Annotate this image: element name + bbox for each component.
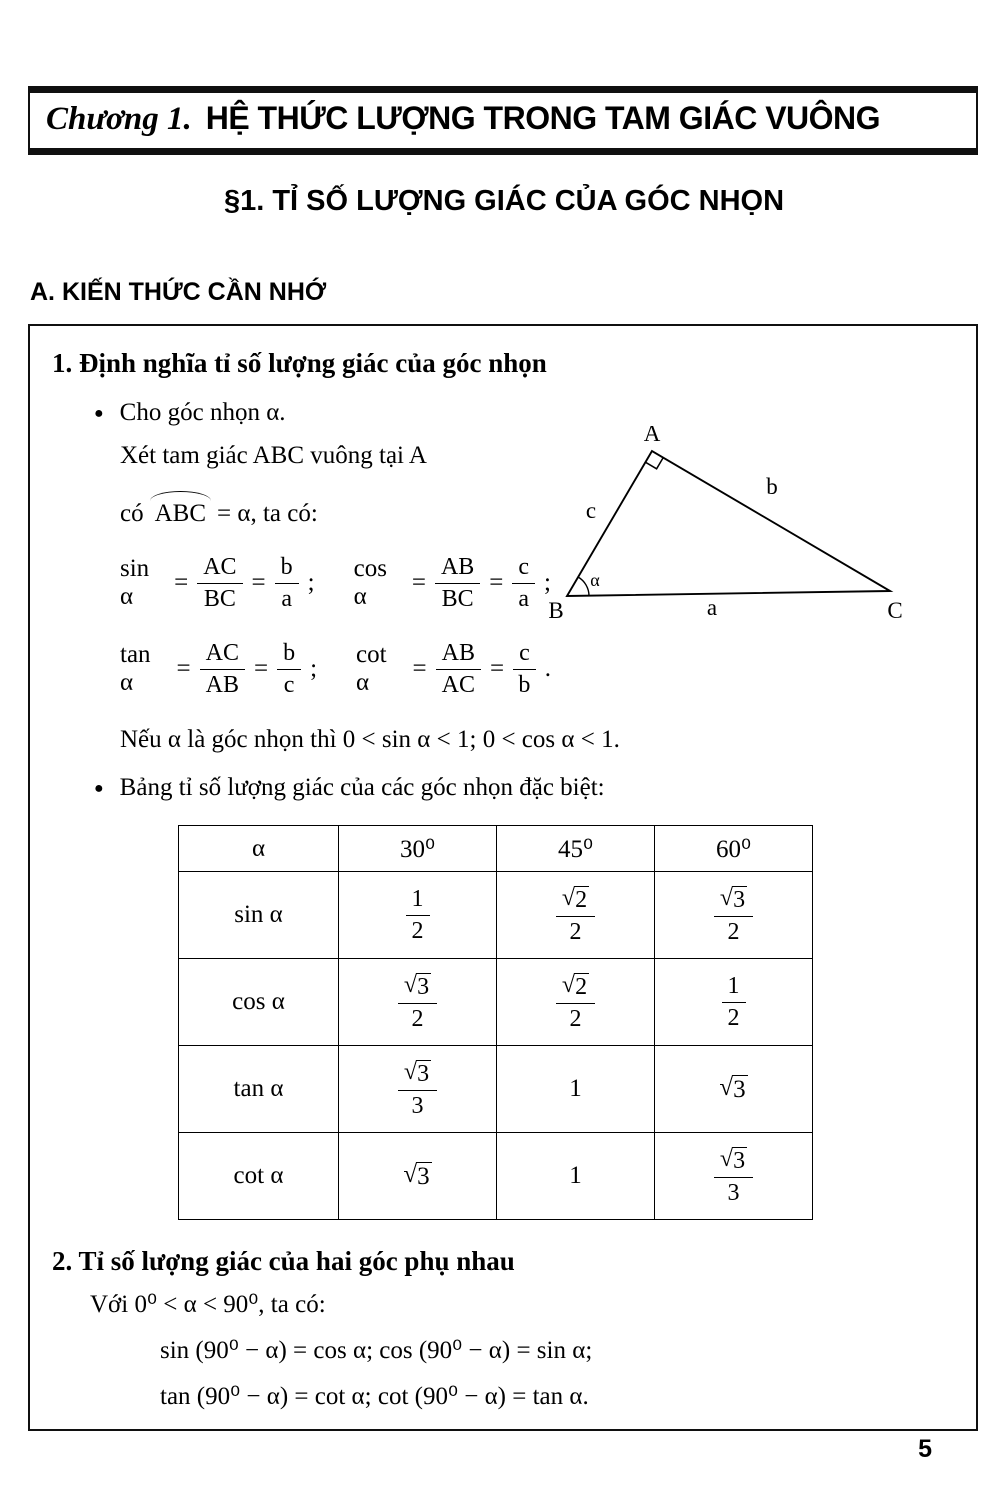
sqrt-expression: √ 3 <box>719 884 746 913</box>
radical-icon: √ <box>561 971 576 998</box>
table-row-label: cot α <box>179 1133 339 1220</box>
fraction: √ 3 3 <box>714 1146 753 1207</box>
fraction: $\frac{c}{b}$ <box>513 640 536 699</box>
table-cell <box>339 872 497 959</box>
table-header-cell: 30⁰ <box>339 826 497 872</box>
angle-arc <box>578 577 589 596</box>
fraction: $\frac{AB}{BC}$ <box>435 554 480 613</box>
special-angles-table <box>178 825 813 1220</box>
fraction: $\frac{AB}{AC}$ <box>436 640 481 699</box>
sqrt-expression: √ 2 <box>561 884 588 913</box>
side-a-label: a <box>706 595 718 620</box>
fraction: $\frac{c}{a}$ <box>512 554 535 613</box>
table-row-label: sin α <box>179 872 339 959</box>
chapter-title: HỆ THỨC LƯỢNG TRONG TAM GIÁC VUÔNG <box>205 100 881 136</box>
table-cell <box>339 959 497 1046</box>
formula-line-tan-cot <box>120 638 590 700</box>
table-row-label: tan α <box>179 1046 339 1133</box>
radical-icon: √ <box>403 1058 418 1085</box>
radical-icon: √ <box>403 1160 418 1188</box>
item1-heading: 1. Định nghĩa tỉ số lượng giác của góc nhọn <box>52 348 547 378</box>
table-header-cell: 60⁰ <box>655 826 813 872</box>
radical-icon: √ <box>719 1145 734 1172</box>
part-a-heading: A. KIẾN THỨC CẦN NHỚ <box>30 278 327 306</box>
table-row <box>179 959 813 1046</box>
page-number: 5 <box>918 1435 932 1463</box>
table-row <box>179 1133 813 1220</box>
radical-icon: √ <box>403 971 418 998</box>
table-cell: 1 <box>497 1046 655 1133</box>
table-cell <box>339 1133 497 1220</box>
definition-text-column <box>120 442 590 700</box>
table-cell <box>339 1046 497 1133</box>
angle-post: = α, ta có: <box>217 500 318 527</box>
radical-icon: √ <box>719 884 734 911</box>
triangle-outline <box>567 451 890 596</box>
side-b-label: b <box>766 474 778 499</box>
vertex-a-label: A <box>643 426 661 446</box>
definition-block <box>120 426 962 700</box>
bullet1-text: Cho góc nhọn α. <box>119 399 286 426</box>
sqrt-expression: √ 3 <box>403 1058 430 1087</box>
formula-line-sin-cos <box>120 552 590 614</box>
bullet-line-1 <box>94 399 962 428</box>
angle-alpha-label: α <box>590 570 600 590</box>
cofunction-line-1: sin (90⁰ − α) = cos α; cos (90⁰ − α) = sin α; <box>160 1337 593 1364</box>
fraction: $\frac{b}{c}$ <box>277 640 301 699</box>
table-header-cell: α <box>179 826 339 872</box>
triangle-diagram <box>542 426 914 632</box>
fraction: $\frac{AC}{BC}$ <box>197 554 242 613</box>
fraction: √ 3 2 <box>398 972 437 1033</box>
bullet2-text: Bảng tỉ số lượng giác của các góc nhọn đặc biệt: <box>119 774 605 801</box>
knowledge-box <box>28 324 978 1431</box>
fraction: √ 2 2 <box>556 972 595 1033</box>
fraction: $\frac{1}{2}$ <box>406 886 430 945</box>
table-cell <box>655 1046 813 1133</box>
chapter-header <box>28 86 978 155</box>
section-title: §1. TỈ SỐ LƯỢNG GIÁC CỦA GÓC NHỌN <box>223 185 785 217</box>
angle-pre: có <box>120 500 144 527</box>
sqrt-expression: √ 3 <box>403 1160 430 1190</box>
trig-ratio-formula: cos α = $\frac{AB}{BC}$ = $\frac{c}{a}$ ; <box>353 553 551 612</box>
table-header-row <box>179 826 813 872</box>
trig-ratio-formula: tan α = $\frac{AC}{AB}$ = $\frac{b}{c}$ ; <box>120 639 318 698</box>
table-cell <box>655 959 813 1046</box>
fraction: √ 2 2 <box>556 885 595 946</box>
sqrt-expression: √ 3 <box>403 971 430 1000</box>
radical-icon: √ <box>561 884 576 911</box>
fraction: √ 3 3 <box>398 1059 437 1120</box>
fraction: √ 3 2 <box>714 885 753 946</box>
table-cell <box>497 959 655 1046</box>
bullet-icon: ● <box>94 780 104 797</box>
triangle-statement: Xét tam giác ABC vuông tại A <box>120 442 427 469</box>
table-row-label: cos α <box>179 959 339 1046</box>
trig-ratio-formula: cot α = $\frac{AB}{AC}$ = $\frac{c}{b}$ . <box>356 639 551 698</box>
item2-intro: Với 0⁰ < α < 90⁰, ta có: <box>90 1291 326 1318</box>
table-cell <box>655 1133 813 1220</box>
table-cell <box>655 872 813 959</box>
angle-statement <box>120 500 590 528</box>
radical-icon: √ <box>719 1073 734 1101</box>
side-c-label: c <box>585 498 597 523</box>
bullet-icon: ● <box>94 405 104 422</box>
range-note: Nếu α là góc nhọn thì 0 < sin α < 1; 0 < cos α < 1. <box>120 726 620 753</box>
bullet-line-2 <box>94 774 962 803</box>
trig-ratio-formula: sin α = $\frac{AC}{BC}$ = $\frac{b}{a}$ ; <box>120 553 315 612</box>
fraction: $\frac{1}{2}$ <box>722 973 746 1032</box>
table-row <box>179 872 813 959</box>
fraction: $\frac{AC}{AB}$ <box>200 640 245 699</box>
item2-heading: 2. Tỉ số lượng giác của hai góc phụ nhau <box>52 1246 515 1276</box>
sqrt-expression: √ 3 <box>719 1073 746 1103</box>
cofunction-line-2: tan (90⁰ − α) = cot α; cot (90⁰ − α) = tan α. <box>160 1383 589 1410</box>
sqrt-expression: √ 3 <box>719 1145 746 1174</box>
table-cell <box>497 872 655 959</box>
vertex-c-label: C <box>887 598 903 623</box>
chapter-label: Chương 1. <box>46 101 192 137</box>
table-header-cell: 45⁰ <box>497 826 655 872</box>
angle-abc: ABC <box>152 500 209 528</box>
sqrt-expression: √ 2 <box>561 971 588 1000</box>
vertex-b-label: B <box>548 598 564 623</box>
fraction: $\frac{b}{a}$ <box>275 554 299 613</box>
table-row <box>179 1046 813 1133</box>
table-cell: 1 <box>497 1133 655 1220</box>
